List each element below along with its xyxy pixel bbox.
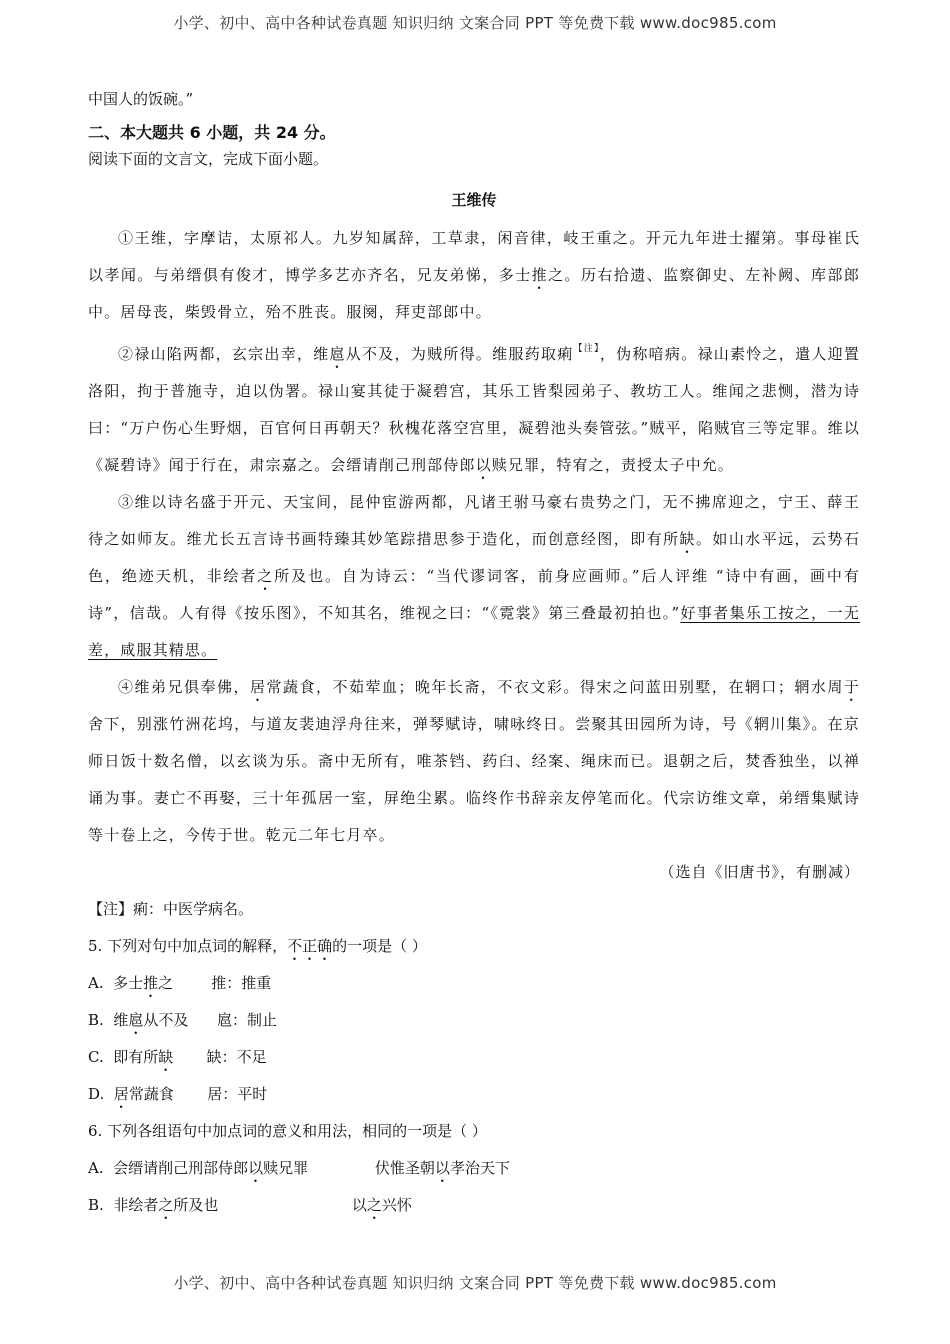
lead-line: 中国人的饭碗。”: [88, 90, 194, 108]
q5-option-d: D. 居常蔬食 居：平时: [88, 1085, 268, 1103]
dotted-word: 之: [257, 567, 275, 585]
document-body: [88, 86, 860, 1224]
dotted-word: 推: [531, 266, 549, 284]
dotted-word: 于: [843, 678, 860, 696]
section-title: 二、本大题共 6 小题，共 24 分。: [88, 123, 336, 142]
q5-option-a: A. 多士推之 推：推重: [88, 974, 272, 992]
section-instruction: 阅读下面的文言文，完成下面小题。: [88, 150, 329, 168]
footnote: 【注】痢：中医学病名。: [88, 900, 254, 918]
footer-banner: 小学、初中、高中各种试卷真题 知识归纳 文案合同 PPT 等免费下载 www.doc985.com: [173, 1274, 777, 1292]
dotted-word: 扈: [329, 345, 346, 363]
underlined-sentence: 好事者集乐工按之，一无差，咸服其精思。: [88, 604, 860, 659]
header-banner: 小学、初中、高中各种试卷真题 知识归纳 文案合同 PPT 等免费下载 www.doc985.com: [173, 14, 777, 32]
dotted-word: 以: [475, 456, 492, 474]
dotted-word: 缺: [679, 530, 696, 548]
q6-option-b: B. 非绘者之所及也 以之兴怀: [88, 1196, 412, 1214]
question-5: 5. 下列对句中加点词的解释，不正确的一项是（ ）: [88, 937, 427, 955]
paragraph-4: ④维弟兄俱奉佛，居常蔬食，不茹荤血；晚年长斋，不衣文彩。得宋之问蓝田别墅，在辋口；辋水周于舍下，别涨竹洲花坞，与道友裴迪浮舟往来，弹琴赋诗，啸咏终日。尝聚其田园所为诗，号《辋川集》。在京师日饭十数名僧，以玄谈为乐。斋中无所有，唯茶铛、药臼、经案、绳床而已。退朝之后，焚香独坐，以禅诵为事。妻亡不再娶，三十年孤居一室，屏绝尘累。临终作书辞亲友停笔而化。代宗访维文章，弟缙集赋诗等十卷上之，今传于世。乾元二年七月卒。: [88, 678, 860, 844]
q5-option-b: B. 维扈从不及 扈：制止: [88, 1011, 277, 1029]
paragraph-2: ②禄山陷两都，玄宗出幸，维扈从不及，为贼所得。维服药取痢$^{【注】}$，伪称喑病。禄山素怜之，遣人迎置洛阳，拘于普施寺，迫以伪署。禄山宴其徒于凝碧宫，其乐工皆梨园弟子、教坊工人。维闻之悲恻，潜为诗曰：“万户伤心生野烟，百官何日再朝天？秋槐花落空宫里，凝碧池头奏管弦。”贼平，陷贼官三等定罪。维以《凝碧诗》闻于行在，肃宗嘉之。会缙请削己刑部侍郎以赎兄罪，特宥之，责授太子中允。: [88, 344, 861, 474]
dotted-word: 居: [249, 678, 267, 696]
article-title: 王维传: [451, 191, 497, 209]
source-citation: （选自《旧唐书》，有删减）: [659, 863, 860, 881]
paragraph-1: ①王维，字摩诘，太原祁人。九岁知属辞，工草隶，闲音律，岐王重之。开元九年进士擢第。事母崔氏以孝闻。与弟缙俱有俊才，博学多艺亦齐名，兄友弟悌，多士推之。历右拾遗、监察御史、左补阙、库部郎中。居母丧，柴毁骨立，殆不胜丧。服阕，拜吏部郎中。: [88, 229, 860, 321]
paragraph-3: ③维以诗名盛于开元、天宝间，昆仲宦游两都，凡诸王驸马豪右贵势之门，无不拂席迎之，宁王、薛王待之如师友。维尤长五言诗书画特臻其妙笔踪措思参于造化，而创意经图，即有所缺。如山水平远，云势石色，绝迹天机，非绘者之所及也。自为诗云：“当代谬词客，前身应画师。”后人评维 “诗中有画，画中有诗”，信哉。人有得《按乐图》，不知其名，维视之曰：“《霓裳》第三叠最初拍也。”好事者集乐工按之，一无差，咸服其精思。: [88, 493, 861, 659]
footnote-marker: 【注】: [573, 344, 600, 354]
q6-option-a: A. 会缙请削己刑部侍郎以赎兄罪 伏惟圣朝以孝治天下: [88, 1159, 510, 1177]
dotted-word: 不正确: [287, 937, 333, 955]
q5-option-c: C. 即有所缺 缺：不足: [88, 1048, 267, 1066]
question-6: 6. 下列各组语句中加点词的意义和用法，相同的一项是（ ）: [88, 1122, 487, 1140]
